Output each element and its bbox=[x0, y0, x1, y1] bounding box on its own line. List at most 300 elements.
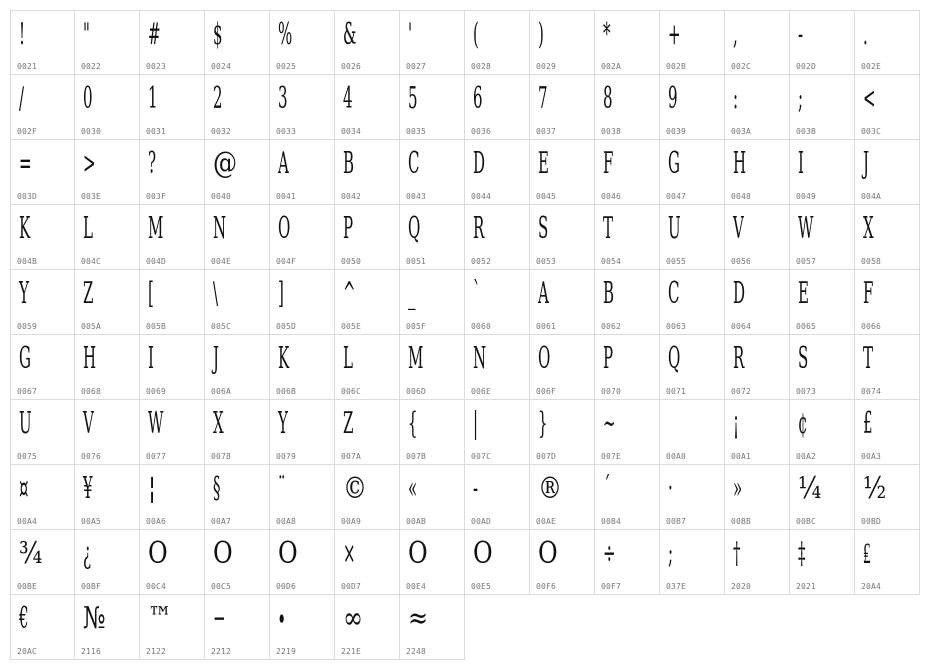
glyph-code: 00BC bbox=[796, 517, 817, 526]
glyph-cell[interactable] bbox=[205, 530, 270, 595]
glyph-code: 004B bbox=[17, 257, 38, 266]
glyph-char: ¤ bbox=[19, 471, 29, 506]
glyph-cell[interactable] bbox=[140, 465, 205, 530]
glyph-code: 00BE bbox=[17, 582, 38, 591]
glyph-cell[interactable] bbox=[335, 10, 400, 75]
glyph-code: 003F bbox=[146, 192, 167, 201]
glyph-char: L bbox=[83, 211, 93, 246]
glyph-char: ^ bbox=[343, 276, 356, 311]
glyph-char: W bbox=[148, 406, 164, 441]
glyph-cell[interactable] bbox=[595, 75, 660, 140]
glyph-char: _ bbox=[408, 276, 416, 311]
glyph-char: O bbox=[473, 536, 493, 571]
glyph-cell[interactable] bbox=[530, 140, 595, 205]
glyph-char: № bbox=[83, 601, 106, 636]
glyph-char: < bbox=[863, 81, 876, 116]
glyph-char: U bbox=[668, 211, 681, 246]
glyph-cell[interactable] bbox=[400, 205, 465, 270]
glyph-code: 00B7 bbox=[666, 517, 687, 526]
glyph-cell[interactable] bbox=[10, 270, 75, 335]
glyph-code: 005A bbox=[81, 322, 102, 331]
glyph-cell[interactable] bbox=[530, 530, 595, 595]
glyph-code: 0045 bbox=[536, 192, 557, 201]
glyph-char: O bbox=[538, 536, 558, 571]
glyph-cell[interactable] bbox=[595, 400, 660, 465]
glyph-cell[interactable] bbox=[140, 595, 205, 660]
glyph-code: 004D bbox=[146, 257, 167, 266]
glyph-char: V bbox=[83, 406, 94, 441]
glyph-cell[interactable] bbox=[465, 335, 530, 400]
glyph-code: 00A7 bbox=[211, 517, 232, 526]
glyph-cell[interactable] bbox=[75, 400, 140, 465]
glyph-code: 005F bbox=[406, 322, 427, 331]
glyph-char: % bbox=[278, 17, 293, 52]
glyph-char: F bbox=[603, 146, 614, 181]
glyph-code: 0078 bbox=[211, 452, 232, 461]
glyph-cell[interactable] bbox=[855, 75, 920, 140]
glyph-code: 0060 bbox=[471, 322, 492, 331]
glyph-char: 2 bbox=[213, 81, 223, 116]
glyph-cell[interactable] bbox=[335, 270, 400, 335]
glyph-code: 0031 bbox=[146, 127, 167, 136]
glyph-cell[interactable] bbox=[465, 205, 530, 270]
glyph-cell[interactable] bbox=[595, 205, 660, 270]
glyph-code: 0065 bbox=[796, 322, 817, 331]
glyph-cell[interactable] bbox=[335, 75, 400, 140]
glyph-char: K bbox=[278, 341, 290, 376]
glyph-char: 3 bbox=[278, 81, 288, 116]
glyph-cell[interactable] bbox=[465, 465, 530, 530]
glyph-cell[interactable] bbox=[725, 465, 790, 530]
glyph-cell[interactable] bbox=[400, 530, 465, 595]
glyph-char: , bbox=[733, 17, 738, 52]
glyph-cell[interactable] bbox=[790, 270, 855, 335]
glyph-code: 0055 bbox=[666, 257, 687, 266]
glyph-code: 0054 bbox=[601, 257, 622, 266]
glyph-cell[interactable] bbox=[335, 140, 400, 205]
glyph-code: 0044 bbox=[471, 192, 492, 201]
glyph-char: " bbox=[83, 17, 90, 52]
glyph-char: { bbox=[408, 406, 418, 441]
glyph-char: W bbox=[798, 211, 814, 246]
character-map-grid bbox=[10, 10, 920, 660]
glyph-cell[interactable] bbox=[790, 400, 855, 465]
glyph-cell[interactable] bbox=[75, 465, 140, 530]
glyph-cell[interactable] bbox=[660, 205, 725, 270]
glyph-char: I bbox=[798, 146, 804, 181]
glyph-cell[interactable] bbox=[855, 270, 920, 335]
glyph-cell[interactable] bbox=[660, 10, 725, 75]
glyph-code: 0024 bbox=[211, 62, 232, 71]
glyph-code: 00BD bbox=[861, 517, 882, 526]
glyph-cell[interactable] bbox=[205, 10, 270, 75]
glyph-cell[interactable] bbox=[465, 140, 530, 205]
glyph-cell[interactable] bbox=[400, 10, 465, 75]
glyph-char: R bbox=[733, 341, 745, 376]
glyph-code: 0040 bbox=[211, 192, 232, 201]
glyph-cell[interactable] bbox=[530, 335, 595, 400]
glyph-cell[interactable] bbox=[75, 270, 140, 335]
glyph-code: 0033 bbox=[276, 127, 297, 136]
glyph-cell[interactable] bbox=[855, 465, 920, 530]
glyph-cell[interactable] bbox=[270, 400, 335, 465]
glyph-char: I bbox=[148, 341, 154, 376]
glyph-char: # bbox=[148, 17, 161, 52]
glyph-cell[interactable] bbox=[205, 270, 270, 335]
glyph-char: « bbox=[408, 471, 418, 506]
glyph-code: 0038 bbox=[601, 127, 622, 136]
glyph-char: ? bbox=[148, 146, 157, 181]
glyph-code: 00A5 bbox=[81, 517, 102, 526]
glyph-char: ` bbox=[473, 276, 481, 311]
glyph-cell[interactable] bbox=[400, 270, 465, 335]
glyph-code: 00C4 bbox=[146, 582, 167, 591]
glyph-cell[interactable] bbox=[660, 140, 725, 205]
glyph-cell[interactable] bbox=[660, 530, 725, 595]
glyph-char: J bbox=[213, 341, 220, 376]
glyph-char: ½ bbox=[863, 471, 887, 506]
glyph-code: 00D7 bbox=[341, 582, 362, 591]
glyph-row bbox=[10, 400, 920, 465]
glyph-char: Y bbox=[278, 406, 288, 441]
glyph-code: 005D bbox=[276, 322, 297, 331]
glyph-char: » bbox=[733, 471, 743, 506]
glyph-cell[interactable] bbox=[725, 140, 790, 205]
glyph-cell[interactable] bbox=[530, 205, 595, 270]
glyph-code: 0047 bbox=[666, 192, 687, 201]
glyph-cell[interactable] bbox=[790, 335, 855, 400]
glyph-cell[interactable] bbox=[75, 335, 140, 400]
glyph-char: D bbox=[473, 146, 486, 181]
glyph-code: 0035 bbox=[406, 127, 427, 136]
glyph-cell[interactable] bbox=[595, 270, 660, 335]
glyph-cell[interactable] bbox=[335, 465, 400, 530]
glyph-cell[interactable] bbox=[10, 400, 75, 465]
glyph-code: 00A4 bbox=[17, 517, 38, 526]
glyph-char: V bbox=[733, 211, 744, 246]
glyph-char: ; bbox=[668, 536, 674, 571]
glyph-cell[interactable] bbox=[205, 75, 270, 140]
glyph-code: 0070 bbox=[601, 387, 622, 396]
glyph-cell[interactable] bbox=[595, 140, 660, 205]
glyph-cell[interactable] bbox=[400, 75, 465, 140]
glyph-cell[interactable] bbox=[140, 205, 205, 270]
glyph-cell[interactable] bbox=[10, 140, 75, 205]
glyph-row bbox=[10, 595, 920, 660]
glyph-cell[interactable] bbox=[270, 10, 335, 75]
glyph-code: 0074 bbox=[861, 387, 882, 396]
glyph-char: 6 bbox=[473, 81, 483, 116]
glyph-char: } bbox=[538, 406, 548, 441]
glyph-code: 0029 bbox=[536, 62, 557, 71]
glyph-code: 003C bbox=[861, 127, 882, 136]
glyph-cell[interactable] bbox=[140, 140, 205, 205]
glyph-cell[interactable] bbox=[335, 335, 400, 400]
glyph-cell[interactable] bbox=[595, 465, 660, 530]
glyph-char: C bbox=[668, 276, 680, 311]
glyph-cell[interactable] bbox=[400, 595, 465, 660]
glyph-row bbox=[10, 530, 920, 595]
glyph-cell[interactable] bbox=[660, 400, 725, 465]
glyph-cell[interactable] bbox=[530, 465, 595, 530]
glyph-char: N bbox=[213, 211, 227, 246]
glyph-cell[interactable] bbox=[400, 465, 465, 530]
glyph-char: ; bbox=[798, 81, 804, 116]
glyph-cell[interactable] bbox=[205, 595, 270, 660]
glyph-cell[interactable] bbox=[725, 10, 790, 75]
glyph-code: 005C bbox=[211, 322, 232, 331]
glyph-cell[interactable] bbox=[660, 335, 725, 400]
glyph-cell[interactable] bbox=[725, 205, 790, 270]
glyph-cell[interactable] bbox=[10, 335, 75, 400]
glyph-cell[interactable] bbox=[140, 400, 205, 465]
glyph-code: 2248 bbox=[406, 647, 427, 656]
glyph-cell[interactable] bbox=[335, 530, 400, 595]
glyph-char: F bbox=[863, 276, 874, 311]
glyph-cell[interactable] bbox=[270, 465, 335, 530]
glyph-code: 0023 bbox=[146, 62, 167, 71]
glyph-code: 0043 bbox=[406, 192, 427, 201]
glyph-code: 003D bbox=[17, 192, 38, 201]
glyph-char: ( bbox=[473, 17, 479, 52]
glyph-cell[interactable] bbox=[595, 530, 660, 595]
glyph-cell[interactable] bbox=[465, 75, 530, 140]
glyph-row bbox=[10, 205, 920, 270]
glyph-char: A bbox=[538, 276, 549, 311]
glyph-cell[interactable] bbox=[75, 530, 140, 595]
glyph-row bbox=[10, 335, 920, 400]
glyph-cell[interactable] bbox=[270, 530, 335, 595]
glyph-code: 0063 bbox=[666, 322, 687, 331]
glyph-cell[interactable] bbox=[335, 595, 400, 660]
glyph-cell[interactable] bbox=[790, 75, 855, 140]
glyph-char: [ bbox=[148, 276, 154, 311]
glyph-cell[interactable] bbox=[205, 205, 270, 270]
glyph-char: ‡ bbox=[798, 536, 806, 571]
glyph-cell[interactable] bbox=[205, 465, 270, 530]
glyph-code: 007A bbox=[341, 452, 362, 461]
glyph-char: L bbox=[343, 341, 353, 376]
glyph-cell[interactable] bbox=[400, 335, 465, 400]
glyph-code: 007C bbox=[471, 452, 492, 461]
glyph-cell[interactable] bbox=[790, 530, 855, 595]
glyph-char: J bbox=[863, 146, 870, 181]
glyph-code: 006D bbox=[406, 387, 427, 396]
glyph-code: 00AE bbox=[536, 517, 557, 526]
glyph-cell[interactable] bbox=[790, 465, 855, 530]
glyph-cell[interactable] bbox=[790, 205, 855, 270]
glyph-char: P bbox=[603, 341, 614, 376]
glyph-cell[interactable] bbox=[205, 140, 270, 205]
glyph-code: 002E bbox=[861, 62, 882, 71]
glyph-code: 0068 bbox=[81, 387, 102, 396]
glyph-code: 20A4 bbox=[861, 582, 882, 591]
glyph-char: ÷ bbox=[603, 536, 616, 571]
glyph-cell[interactable] bbox=[10, 10, 75, 75]
glyph-code: 0037 bbox=[536, 127, 557, 136]
glyph-code: 0062 bbox=[601, 322, 622, 331]
glyph-char: ₤ bbox=[863, 536, 871, 571]
glyph-char: ! bbox=[19, 17, 26, 52]
glyph-char: ® bbox=[538, 471, 562, 506]
glyph-code: 2122 bbox=[146, 647, 167, 656]
glyph-char: S bbox=[538, 211, 549, 246]
glyph-code: 0052 bbox=[471, 257, 492, 266]
glyph-cell[interactable] bbox=[400, 400, 465, 465]
glyph-code: 0021 bbox=[17, 62, 38, 71]
glyph-char: £ bbox=[863, 406, 873, 441]
glyph-char: T bbox=[863, 341, 874, 376]
glyph-cell[interactable] bbox=[855, 335, 920, 400]
glyph-char: − bbox=[213, 601, 226, 636]
glyph-row bbox=[10, 270, 920, 335]
glyph-cell[interactable] bbox=[10, 465, 75, 530]
glyph-code: 0064 bbox=[731, 322, 752, 331]
glyph-row bbox=[10, 75, 920, 140]
glyph-cell[interactable] bbox=[530, 400, 595, 465]
glyph-cell[interactable] bbox=[790, 10, 855, 75]
glyph-code: 0059 bbox=[17, 322, 38, 331]
glyph-cell[interactable] bbox=[10, 530, 75, 595]
glyph-cell[interactable] bbox=[140, 75, 205, 140]
glyph-code: 0066 bbox=[861, 322, 882, 331]
glyph-code: 00A0 bbox=[666, 452, 687, 461]
glyph-cell[interactable] bbox=[465, 10, 530, 75]
glyph-code: 002D bbox=[796, 62, 817, 71]
glyph-cell[interactable] bbox=[205, 400, 270, 465]
glyph-cell[interactable] bbox=[140, 335, 205, 400]
glyph-cell[interactable] bbox=[140, 10, 205, 75]
glyph-row bbox=[10, 465, 920, 530]
glyph-code: 0073 bbox=[796, 387, 817, 396]
glyph-cell[interactable] bbox=[270, 140, 335, 205]
glyph-code: 0036 bbox=[471, 127, 492, 136]
glyph-cell[interactable] bbox=[140, 530, 205, 595]
glyph-cell[interactable] bbox=[465, 270, 530, 335]
glyph-cell[interactable] bbox=[660, 270, 725, 335]
glyph-code: 002A bbox=[601, 62, 622, 71]
glyph-char: 7 bbox=[538, 81, 548, 116]
glyph-char: 9 bbox=[668, 81, 678, 116]
glyph-cell[interactable] bbox=[725, 400, 790, 465]
glyph-char: . bbox=[863, 17, 868, 52]
glyph-char: D bbox=[733, 276, 746, 311]
glyph-char: € bbox=[19, 601, 29, 636]
glyph-cell[interactable] bbox=[855, 400, 920, 465]
glyph-char: A bbox=[278, 146, 289, 181]
glyph-cell[interactable] bbox=[10, 75, 75, 140]
glyph-cell[interactable] bbox=[595, 335, 660, 400]
glyph-cell[interactable] bbox=[465, 400, 530, 465]
glyph-code: 0041 bbox=[276, 192, 297, 201]
glyph-cell[interactable] bbox=[725, 270, 790, 335]
glyph-code: 00A9 bbox=[341, 517, 362, 526]
glyph-cell[interactable] bbox=[855, 530, 920, 595]
glyph-code: 221E bbox=[341, 647, 362, 656]
glyph-cell[interactable] bbox=[790, 140, 855, 205]
glyph-code: 004E bbox=[211, 257, 232, 266]
glyph-char: 1 bbox=[148, 81, 158, 116]
glyph-code: 00C5 bbox=[211, 582, 232, 591]
glyph-cell[interactable] bbox=[855, 205, 920, 270]
glyph-code: 00BB bbox=[731, 517, 752, 526]
glyph-cell[interactable] bbox=[75, 140, 140, 205]
glyph-cell[interactable] bbox=[270, 270, 335, 335]
glyph-cell[interactable] bbox=[10, 205, 75, 270]
glyph-cell[interactable] bbox=[75, 205, 140, 270]
glyph-cell[interactable] bbox=[205, 335, 270, 400]
glyph-code: 006C bbox=[341, 387, 362, 396]
glyph-char: O bbox=[213, 536, 233, 571]
glyph-cell[interactable] bbox=[10, 595, 75, 660]
glyph-cell[interactable] bbox=[660, 75, 725, 140]
glyph-cell[interactable] bbox=[75, 75, 140, 140]
glyph-cell[interactable] bbox=[270, 205, 335, 270]
glyph-char: ´ bbox=[603, 471, 611, 506]
glyph-code: 0072 bbox=[731, 387, 752, 396]
glyph-cell[interactable] bbox=[530, 270, 595, 335]
glyph-cell[interactable] bbox=[530, 75, 595, 140]
glyph-cell[interactable] bbox=[595, 10, 660, 75]
glyph-cell[interactable] bbox=[270, 595, 335, 660]
glyph-code: 00A6 bbox=[146, 517, 167, 526]
glyph-char: K bbox=[19, 211, 31, 246]
glyph-cell[interactable] bbox=[400, 140, 465, 205]
glyph-cell[interactable] bbox=[725, 335, 790, 400]
glyph-cell[interactable] bbox=[270, 75, 335, 140]
glyph-char: \ bbox=[213, 276, 219, 311]
glyph-char: Y bbox=[19, 276, 29, 311]
glyph-cell[interactable] bbox=[335, 400, 400, 465]
glyph-code: 00F7 bbox=[601, 582, 622, 591]
glyph-char: Z bbox=[83, 276, 94, 311]
glyph-char: @ bbox=[213, 146, 237, 181]
glyph-char: 8 bbox=[603, 81, 613, 116]
glyph-cell[interactable] bbox=[270, 335, 335, 400]
glyph-code: 2212 bbox=[211, 647, 232, 656]
glyph-cell[interactable] bbox=[725, 530, 790, 595]
glyph-cell[interactable] bbox=[335, 205, 400, 270]
glyph-char: E bbox=[798, 276, 809, 311]
glyph-code: 0058 bbox=[861, 257, 882, 266]
glyph-cell[interactable] bbox=[725, 75, 790, 140]
glyph-char: ∙ bbox=[278, 601, 286, 636]
glyph-cell[interactable] bbox=[855, 10, 920, 75]
glyph-char: 0 bbox=[83, 81, 93, 116]
glyph-char: R bbox=[473, 211, 485, 246]
glyph-code: 0071 bbox=[666, 387, 687, 396]
glyph-code: 20AC bbox=[17, 647, 38, 656]
glyph-char: M bbox=[148, 211, 164, 246]
glyph-char: † bbox=[733, 536, 741, 571]
glyph-cell[interactable] bbox=[855, 140, 920, 205]
glyph-char: ¦ bbox=[148, 471, 157, 506]
glyph-char: H bbox=[83, 341, 97, 376]
glyph-char: S bbox=[798, 341, 809, 376]
glyph-char: ¥ bbox=[83, 471, 93, 506]
glyph-cell[interactable] bbox=[140, 270, 205, 335]
glyph-code: 0051 bbox=[406, 257, 427, 266]
glyph-cell[interactable] bbox=[75, 10, 140, 75]
glyph-cell[interactable] bbox=[465, 530, 530, 595]
glyph-cell[interactable] bbox=[530, 10, 595, 75]
glyph-char: O bbox=[278, 211, 291, 246]
glyph-char: : bbox=[733, 81, 739, 116]
glyph-cell[interactable] bbox=[660, 465, 725, 530]
glyph-code: 006E bbox=[471, 387, 492, 396]
glyph-cell[interactable] bbox=[75, 595, 140, 660]
glyph-code: 037E bbox=[666, 582, 687, 591]
